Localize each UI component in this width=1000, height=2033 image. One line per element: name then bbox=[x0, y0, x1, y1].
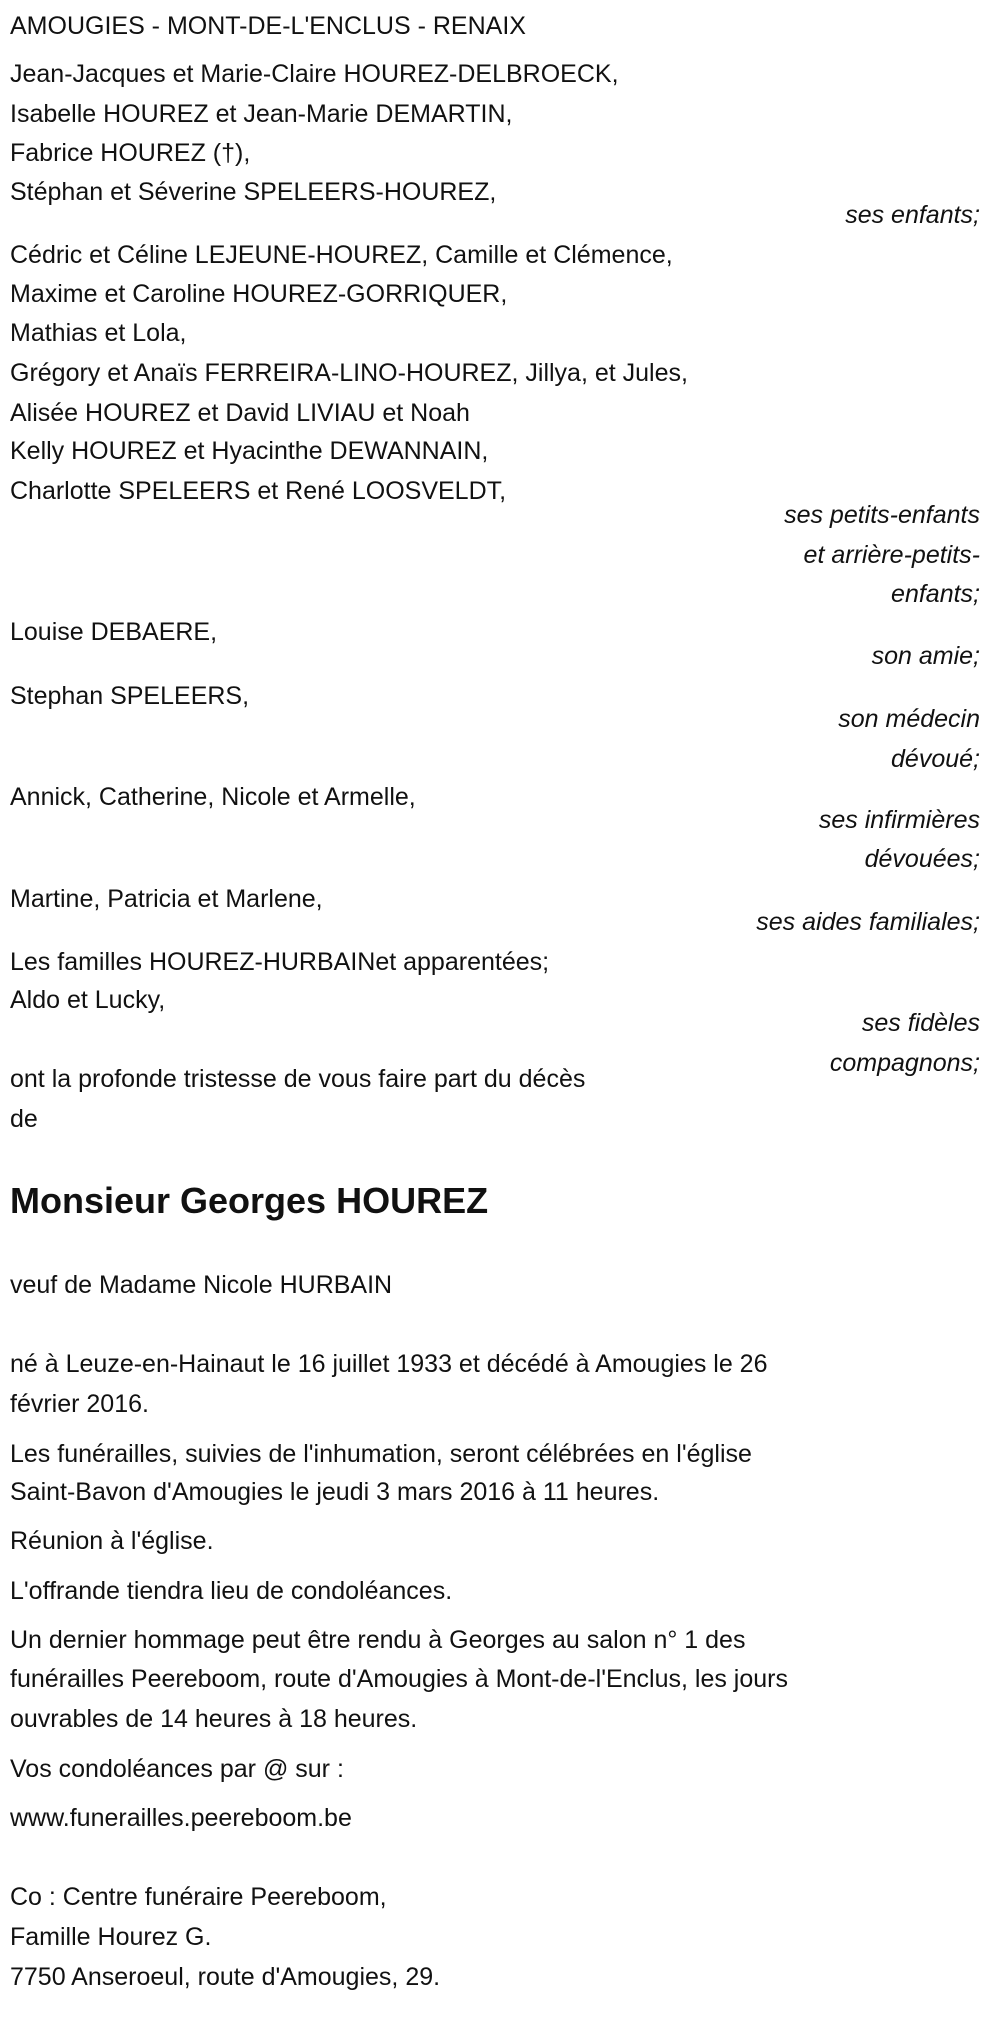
website-link[interactable]: www.funerailles.peereboom.be bbox=[10, 1804, 352, 1832]
grandchild-line: Maxime et Caroline HOUREZ-GORRIQUER, bbox=[10, 280, 508, 308]
role-label: son médecin bbox=[838, 705, 980, 733]
role-label: et arrière-petits- bbox=[803, 541, 980, 569]
grandchild-line: Alisée HOUREZ et David LIVIAU et Noah bbox=[10, 399, 470, 427]
grandchild-line: Grégory et Anaïs FERREIRA-LINO-HOUREZ, Jillya, et Jules, bbox=[10, 359, 688, 387]
condolences-line: Vos condoléances par @ sur : bbox=[10, 1755, 344, 1783]
role-label: enfants; bbox=[891, 580, 980, 608]
offering-line: L'offrande tiendra lieu de condoléances. bbox=[10, 1577, 453, 1605]
deceased-name: Monsieur Georges HOUREZ bbox=[10, 1180, 489, 1221]
tribute-line: funérailles Peereboom, route d'Amougies à Mont-de-l'Enclus, les jours bbox=[10, 1665, 788, 1693]
role-label: dévouées; bbox=[864, 845, 980, 873]
location-header: AMOUGIES - MONT-DE-L'ENCLUS - RENAIX bbox=[10, 12, 526, 40]
grandchild-line: Cédric et Céline LEJEUNE-HOUREZ, Camille et Clémence, bbox=[10, 241, 673, 269]
families-line: Les familles HOUREZ-HURBAINet apparentées; bbox=[10, 948, 550, 976]
role-label: ses fidèles bbox=[861, 1009, 980, 1037]
companions-names: Aldo et Lucky, bbox=[10, 986, 166, 1014]
child-line: Isabelle HOUREZ et Jean-Marie DEMARTIN, bbox=[10, 100, 513, 128]
child-line: Fabrice HOUREZ (†), bbox=[10, 139, 251, 167]
role-label: ses enfants; bbox=[845, 201, 980, 229]
role-label: son amie; bbox=[871, 642, 980, 670]
child-line: Stéphan et Séverine SPELEERS-HOUREZ, bbox=[10, 178, 497, 206]
role-label: ses infirmières bbox=[818, 806, 980, 834]
role-label: ses aides familiales; bbox=[756, 908, 980, 936]
role-label: dévoué; bbox=[891, 745, 980, 773]
widower-line: veuf de Madame Nicole HURBAIN bbox=[10, 1271, 393, 1299]
tribute-line: ouvrables de 14 heures à 18 heures. bbox=[10, 1705, 418, 1733]
funeral-line: Saint-Bavon d'Amougies le jeudi 3 mars 2016 à 11 heures. bbox=[10, 1478, 660, 1506]
tribute-line: Un dernier hommage peut être rendu à Georges au salon n° 1 des bbox=[10, 1626, 746, 1654]
address-line: 7750 Anseroeul, route d'Amougies, 29. bbox=[10, 1963, 441, 1991]
child-line: Jean-Jacques et Marie-Claire HOUREZ-DELBROECK, bbox=[10, 60, 619, 88]
doctor-name: Stephan SPELEERS, bbox=[10, 682, 250, 710]
announcement-line: ont la profonde tristesse de vous faire part du décès bbox=[10, 1065, 586, 1093]
grandchild-line: Charlotte SPELEERS et René LOOSVELDT, bbox=[10, 477, 507, 505]
announcement-line: de bbox=[10, 1105, 38, 1133]
funeral-line: Les funérailles, suivies de l'inhumation, seront célébrées en l'église bbox=[10, 1440, 752, 1468]
address-line: Famille Hourez G. bbox=[10, 1923, 212, 1951]
grandchild-line: Mathias et Lola, bbox=[10, 319, 187, 347]
meeting-line: Réunion à l'église. bbox=[10, 1527, 214, 1555]
friend-name: Louise DEBAERE, bbox=[10, 618, 218, 646]
role-label: compagnons; bbox=[829, 1049, 980, 1077]
birth-death-line: février 2016. bbox=[10, 1390, 149, 1418]
address-line: Co : Centre funéraire Peereboom, bbox=[10, 1883, 387, 1911]
grandchild-line: Kelly HOUREZ et Hyacinthe DEWANNAIN, bbox=[10, 437, 489, 465]
role-label: ses petits-enfants bbox=[784, 501, 980, 529]
nurses-names: Annick, Catherine, Nicole et Armelle, bbox=[10, 783, 416, 811]
aides-names: Martine, Patricia et Marlene, bbox=[10, 885, 323, 913]
birth-death-line: né à Leuze-en-Hainaut le 16 juillet 1933 et décédé à Amougies le 26 bbox=[10, 1350, 768, 1378]
